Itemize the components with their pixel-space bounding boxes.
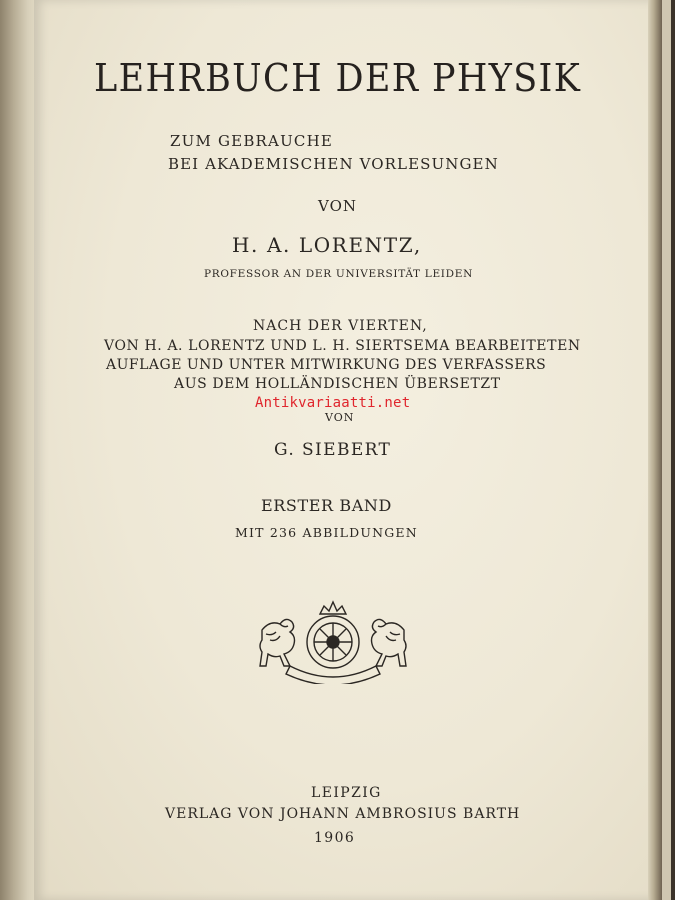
watermark-text: Antikvariaatti.net [255, 395, 411, 411]
subtitle-line-1: ZUM GEBRAUCHE [170, 132, 334, 150]
author-position: PROFESSOR AN DER UNIVERSITÄT LEIDEN [204, 268, 474, 280]
publisher-city: LEIPZIG [311, 785, 382, 801]
edition-line-2: VON H. A. LORENTZ UND L. H. SIERTSEMA BEARBEITETEN [104, 338, 581, 354]
publisher-name: VERLAG VON JOHANN AMBROSIUS BARTH [165, 806, 521, 822]
illustrations-count: MIT 236 ABBILDUNGEN [235, 525, 418, 540]
edition-line-4: AUS DEM HOLLÄNDISCHEN ÜBERSETZT [174, 376, 501, 392]
translator-name: G. SIEBERT [274, 440, 392, 460]
edition-line-1: NACH DER VIERTEN, [253, 318, 428, 334]
publisher-emblem-icon [256, 600, 410, 684]
translator-by-label: VON [325, 411, 355, 424]
background-edge [671, 0, 675, 900]
subtitle-line-2: BEI AKADEMISCHEN VORLESUNGEN [168, 155, 499, 173]
page-edge [648, 0, 662, 900]
author-name: H. A. LORENTZ, [232, 233, 422, 257]
book-title: LEHRBUCH DER PHYSIK [94, 56, 582, 100]
by-label: VON [318, 197, 357, 215]
volume-label: ERSTER BAND [261, 496, 392, 515]
edition-line-3: AUFLAGE UND UNTER MITWIRKUNG DES VERFASSERS [106, 357, 547, 373]
publication-year: 1906 [314, 830, 356, 846]
